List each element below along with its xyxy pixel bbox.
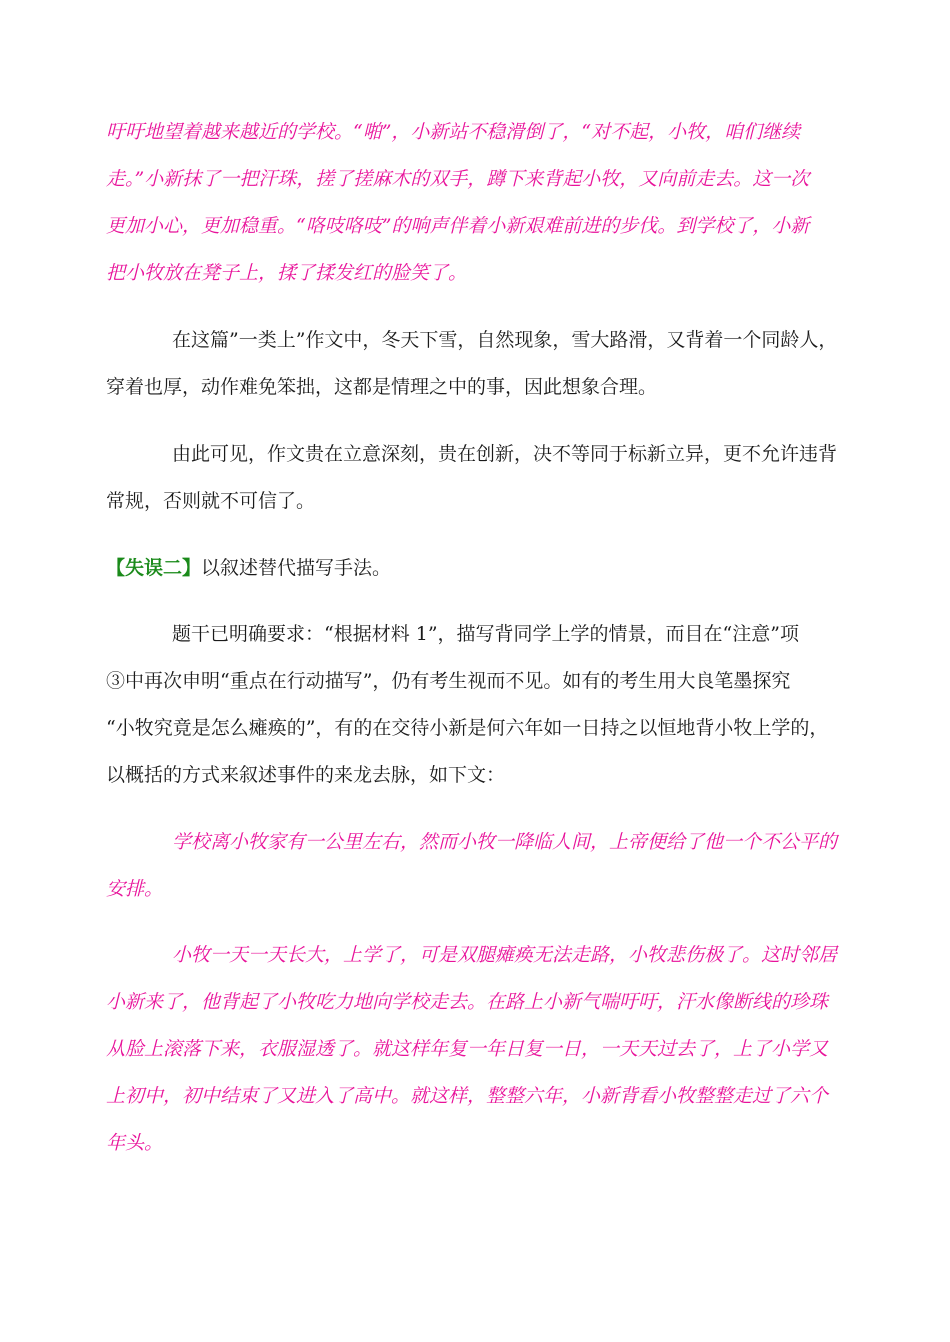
quote-example-line: 小牧一天一天长大，上学了，可是双腿瘫痪无法走路，小牧悲伤极了。这时邻居 <box>172 944 838 966</box>
paragraph-line: 在这篇”一类上”作文中，冬天下雪，自然现象，雪大路滑，又背着一个同龄人， <box>172 329 838 351</box>
quote-example-line: 年头。 <box>106 1132 164 1154</box>
section-heading-tag: 【失误二】 <box>106 557 202 579</box>
section-heading <box>106 556 391 580</box>
quote-excerpt-line: 把小牧放在凳子上，揉了揉发红的脸笑了。 <box>106 262 468 284</box>
quote-example-line: 学校离小牧家有一公里左右，然而小牧一降临人间，上帝便给了他一个不公平的 <box>172 831 838 853</box>
paragraph-line: ③中再次申明“重点在行动描写”，仍有考生视而不见。如有的考生用大良笔墨探究 <box>106 670 791 692</box>
paragraph-line: 题干已明确要求：“根据材料 1”，描写背同学上学的情景，而目在“注意”项 <box>172 623 799 645</box>
paragraph-line: 由此可见，作文贵在立意深刻，贵在创新，决不等同于标新立异，更不允许违背 <box>172 443 838 465</box>
paragraph-line: 以概括的方式来叙述事件的来龙去脉，如下文： <box>106 764 506 786</box>
quote-example-line: 从脸上滚落下来，衣服湿透了。就这样年复一年日复一日，一天天过去了，上了小学又 <box>106 1038 829 1060</box>
quote-excerpt-line: 吁吁地望着越来越近的学校。“啪”，小新站不稳滑倒了，“对不起，小牧，咱们继续 <box>106 121 801 143</box>
section-heading-text: 以叙述替代描写手法。 <box>201 557 392 579</box>
quote-excerpt-line: 走。”小新抹了一把汗珠，搓了搓麻木的双手，蹲下来背起小牧，又向前走去。这一次 <box>106 168 810 190</box>
paragraph-line: “小牧究竟是怎么瘫痪的”，有的在交待小新是何六年如一日持之以恒地背小牧上学的， <box>106 717 829 739</box>
quote-example-line: 上初中，初中结束了又进入了高中。就这样，整整六年，小新背看小牧整整走过了六个 <box>106 1085 829 1107</box>
quote-example-line: 小新来了，他背起了小牧吃力地向学校走去。在路上小新气喘吁吁，汗水像断线的珍珠 <box>106 991 829 1013</box>
quote-example-line: 安排。 <box>106 878 164 900</box>
quote-excerpt-line: 更加小心，更加稳重。“咯吱咯吱”的响声伴着小新艰难前进的步伐。到学校了，小新 <box>106 215 810 237</box>
paragraph-line: 常规，否则就不可信了。 <box>106 490 316 512</box>
paragraph-line: 穿着也厚，动作难免笨拙，这都是情理之中的事，因此想象合理。 <box>106 376 658 398</box>
